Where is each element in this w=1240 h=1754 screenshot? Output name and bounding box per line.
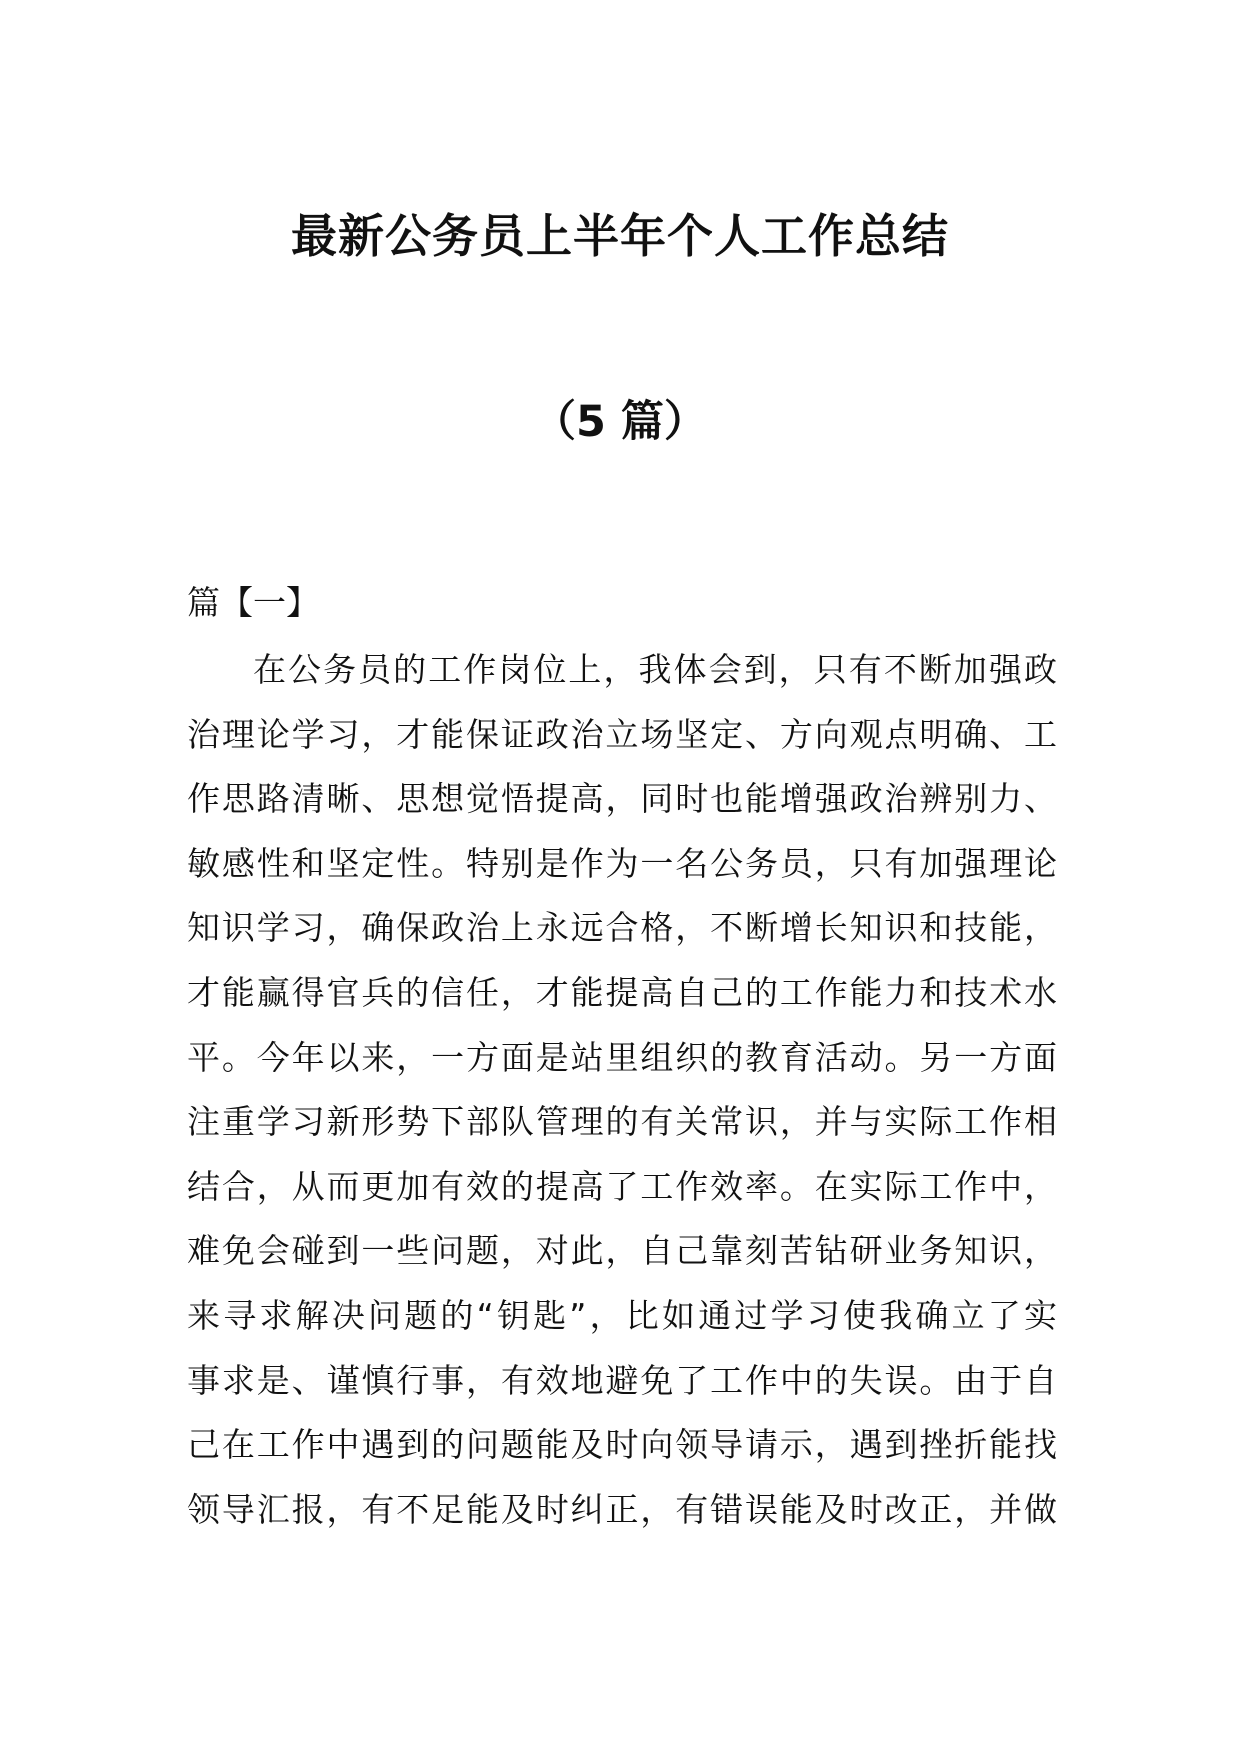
paragraph-line: 知识学习，确保政治上永远合格，不断增长知识和技能， xyxy=(187,908,1057,948)
paragraph-line: 在公务员的工作岗位上，我体会到，只有不断加强政 xyxy=(253,650,1057,689)
paragraph-line: 事求是、谨慎行事，有效地避免了工作中的失误。由于自 xyxy=(187,1360,1057,1400)
document-title: 最新公务员上半年个人工作总结 xyxy=(291,209,949,263)
paragraph-line: 难免会碰到一些问题，对此，自己靠刻苦钻研业务知识， xyxy=(187,1231,1057,1271)
paragraph-line: 注重学习新形势下部队管理的有关常识，并与实际工作相 xyxy=(187,1102,1057,1142)
paragraph-line: 己在工作中遇到的问题能及时向领导请示，遇到挫折能找 xyxy=(187,1425,1057,1465)
paragraph-line: 才能赢得官兵的信任，才能提高自己的工作能力和技术水 xyxy=(187,972,1057,1012)
document-subtitle: （5 篇） xyxy=(533,397,707,447)
paragraph-line: 领导汇报，有不足能及时纠正，有错误能及时改正，并做 xyxy=(187,1489,1057,1529)
paragraph-line: 平。今年以来，一方面是站里组织的教育活动。另一方面 xyxy=(187,1037,1057,1077)
paragraph-line: 敏感性和坚定性。特别是作为一名公务员，只有加强理论 xyxy=(187,843,1057,883)
paragraph-line: 来寻求解决问题的“钥匙”，比如通过学习使我确立了实 xyxy=(187,1295,1057,1335)
paragraph-line: 作思路清晰、思想觉悟提高，同时也能增强政治辨别力、 xyxy=(187,779,1057,819)
section-heading: 篇【一】 xyxy=(187,583,319,622)
paragraph-line: 治理论学习，才能保证政治立场坚定、方向观点明确、工 xyxy=(187,714,1057,754)
body-paragraph xyxy=(187,638,1057,1542)
paragraph-line: 结合，从而更加有效的提高了工作效率。在实际工作中， xyxy=(187,1166,1057,1206)
